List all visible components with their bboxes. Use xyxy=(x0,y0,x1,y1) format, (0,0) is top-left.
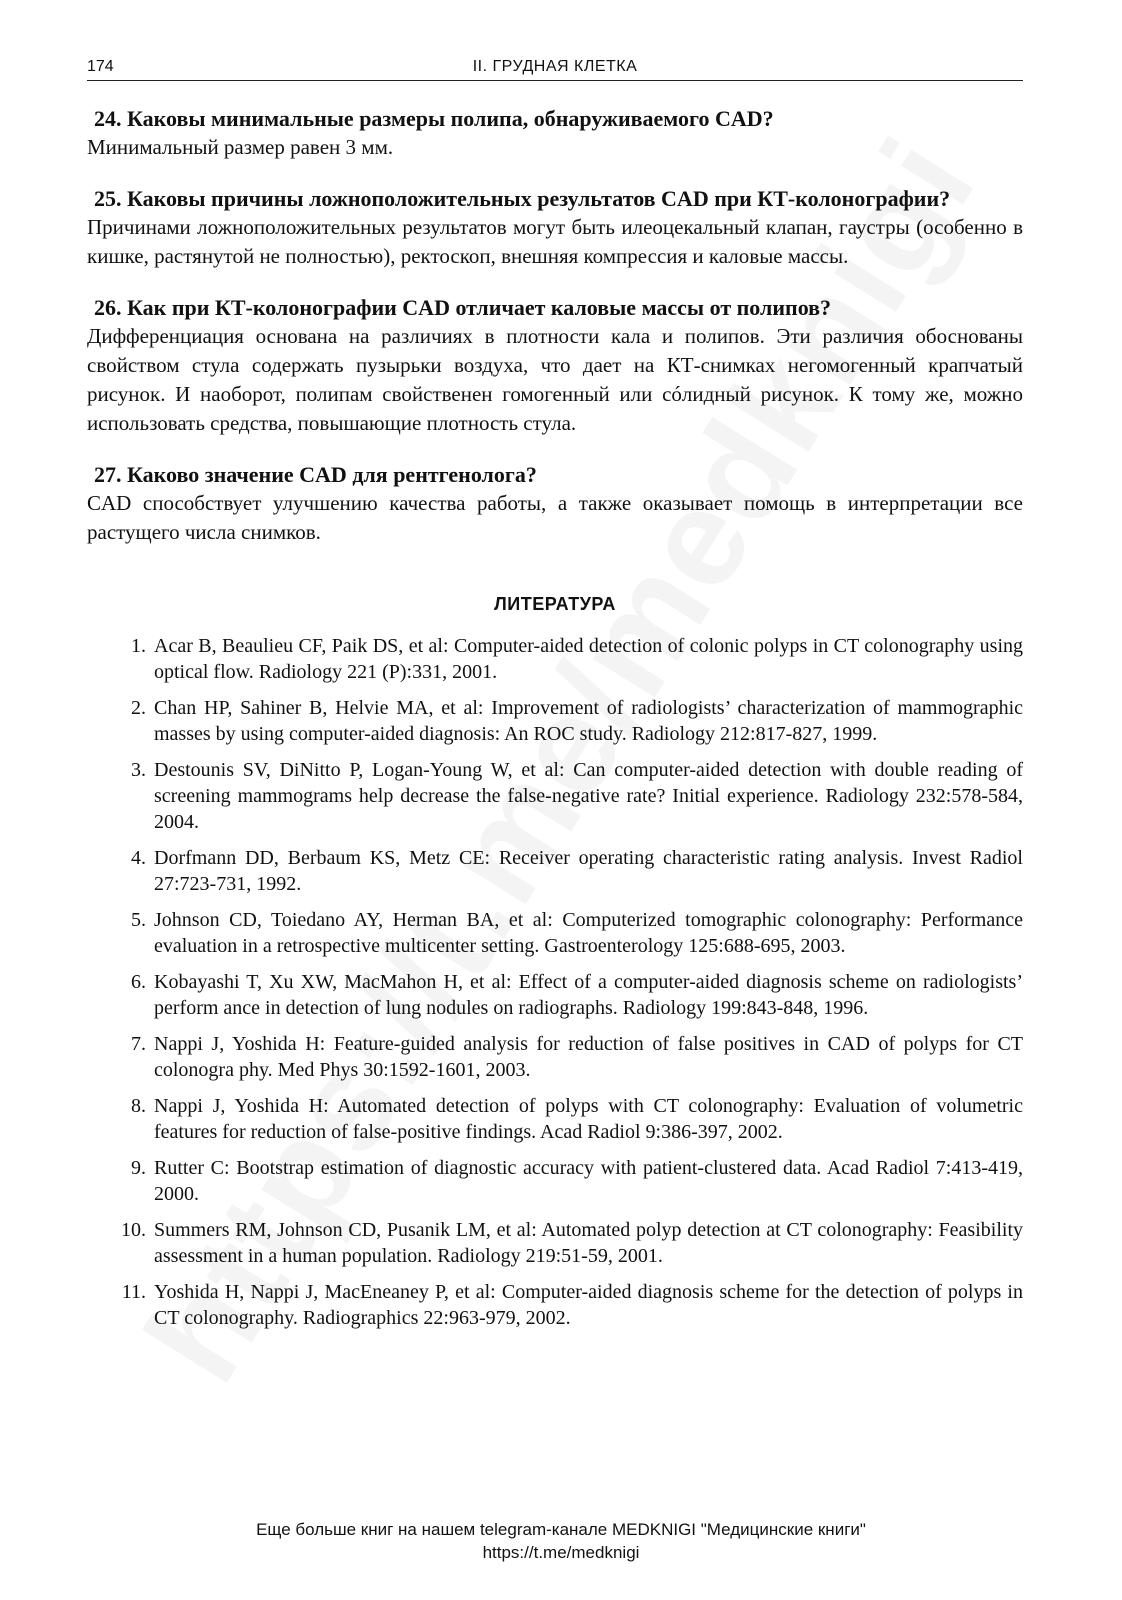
reference-item xyxy=(87,907,1023,959)
reference-number: 11. xyxy=(121,1281,146,1303)
page-content xyxy=(87,104,1023,1341)
reference-item xyxy=(87,1217,1023,1269)
reference-text: Acar B, Beaulieu CF, Paik DS, et al: Computer-aided detection of colonic polyps in CT colonography using optical flow. Radiology 221 (P):331, 2001. xyxy=(154,635,1023,683)
references-list xyxy=(87,633,1023,1331)
reference-item xyxy=(87,1279,1023,1331)
question-heading: 25. Каковы причины ложноположительных результатов CAD при КТ-колонографии? xyxy=(94,186,951,211)
page-number: 174 xyxy=(87,58,114,75)
question-heading: 26. Как при КТ-колонографии CAD отличает каловые массы от полипов? xyxy=(94,295,832,320)
reference-number: 4. xyxy=(131,847,146,869)
reference-text: Johnson CD, Toiedano AY, Herman BA, et al: Computerized tomographic colonography: Performance evaluation in a retrospective multicenter setting. Gastroenterology 125:688-695, 2003. xyxy=(154,909,1023,957)
reference-item xyxy=(87,633,1023,685)
answer-text: Дифференциация основана на различиях в плотности кала и полипов. Эти различия обоснованы свойством стула содержать пузырьки воздуха, что дает на КТ-снимках негомогенный крапчатый рисунок. И наоборот, полипам свойственен гомогенный или сóлидный рисунок. К тому же, можно использовать средства, повышающие плотность стула. xyxy=(87,324,1023,435)
footer-promo-text: Еще больше книг на нашем telegram-канале MEDKNIGI "Медицинские книги" xyxy=(256,1520,866,1539)
reference-number: 7. xyxy=(131,1033,146,1055)
page-header xyxy=(87,56,1023,81)
page-footer xyxy=(0,1518,1122,1564)
reference-item xyxy=(87,757,1023,835)
reference-text: Nappi J, Yoshida H: Automated detection of polyps with CT colonography: Evaluation of volumetric features for reduction of false-positive findings. Acad Radiol 9:386-397, 2002. xyxy=(154,1095,1023,1143)
reference-text: Yoshida H, Nappi J, MacEneaney P, et al: Computer-aided diagnosis scheme for the detection of polyps in CT colonography. Radiographics 22:963-979, 2002. xyxy=(154,1281,1023,1329)
answer-text: CAD способствует улучшению качества работы, а также оказывает помощь в интерпретации все растущего числа снимков. xyxy=(87,491,1023,544)
reference-text: Kobayashi T, Xu XW, MacMahon H, et al: Effect of a computer-aided diagnosis scheme on radiologists’ perform ance in detection of lung nodules on radiographs. Radiology 199:843-848, 1996. xyxy=(154,971,1023,1019)
qa-block xyxy=(87,460,1023,547)
reference-text: Rutter C: Bootstrap estimation of diagnostic accuracy with patient-clustered data. Acad Radiol 7:413-419, 2000. xyxy=(154,1157,1023,1205)
reference-text: Nappi J, Yoshida H: Feature-guided analysis for reduction of false positives in CAD of polyps for CT colonogra phy. Med Phys 30:1592-1601, 2003. xyxy=(154,1033,1023,1081)
reference-item xyxy=(87,1155,1023,1207)
qa-block xyxy=(87,104,1023,162)
reference-number: 2. xyxy=(131,697,146,719)
qa-block xyxy=(87,293,1023,438)
section-title: II. ГРУДНАЯ КЛЕТКА xyxy=(472,58,638,75)
answer-text: Минимальный размер равен 3 мм. xyxy=(87,135,394,159)
reference-number: 9. xyxy=(131,1157,146,1179)
footer-link[interactable]: https://t.me/medknigi xyxy=(482,1543,640,1562)
reference-item xyxy=(87,1031,1023,1083)
reference-item xyxy=(87,845,1023,897)
reference-item xyxy=(87,1093,1023,1145)
references-title: ЛИТЕРАТУРА xyxy=(494,594,616,614)
reference-text: Dorfmann DD, Berbaum KS, Metz CE: Receiver operating characteristic rating analysis. Invest Radiol 27:723-731, 1992. xyxy=(154,847,1023,895)
question-heading: 24. Каковы минимальные размеры полипа, обнаруживаемого CAD? xyxy=(94,106,774,131)
reference-number: 1. xyxy=(131,635,146,657)
reference-number: 6. xyxy=(131,971,146,993)
reference-item xyxy=(87,695,1023,747)
reference-number: 8. xyxy=(131,1095,146,1117)
reference-item xyxy=(87,969,1023,1021)
reference-number: 3. xyxy=(131,759,146,781)
reference-number: 5. xyxy=(131,909,146,931)
answer-text: Причинами ложноположительных результатов могут быть илеоцекальный клапан, гаустры (особенно в кишке, растянутой не полностью), ректоскоп, внешняя компрессия и каловые массы. xyxy=(87,215,1023,268)
reference-text: Summers RM, Johnson CD, Pusanik LM, et al: Automated polyp detection at CT colonography: Feasibility assessment in a human population. Radiology 219:51-59, 2001. xyxy=(154,1219,1023,1267)
reference-text: Destounis SV, DiNitto P, Logan-Young W, et al: Can computer-aided detection with double reading of screening mammograms help decrease the false-negative rate? Initial experience. Radiology 232:578-584, 2004. xyxy=(154,759,1023,833)
reference-text: Chan HP, Sahiner B, Helvie MA, et al: Improvement of radiologists’ characterization of mammographic masses by using computer-aided diagnosis: An ROC study. Radiology 212:817-827, 1999. xyxy=(154,697,1023,745)
question-heading: 27. Каково значение CAD для рентгенолога? xyxy=(94,462,537,487)
reference-number: 10. xyxy=(121,1219,146,1241)
qa-block xyxy=(87,184,1023,271)
